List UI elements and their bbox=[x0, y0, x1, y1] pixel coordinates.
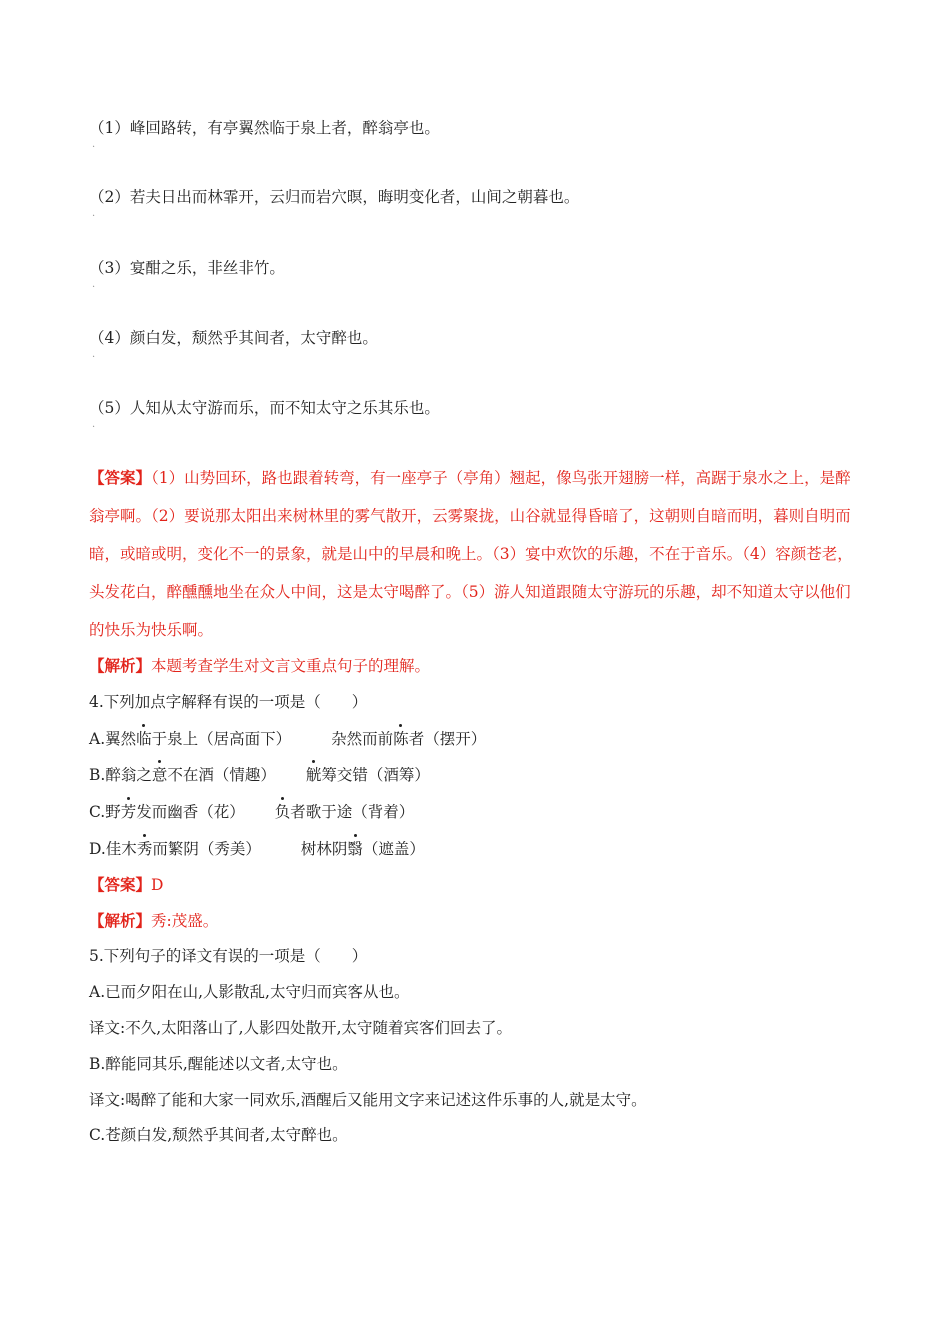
dotted-char: 觥 bbox=[305, 766, 322, 784]
option-text: （遮盖） bbox=[362, 840, 425, 858]
q5-stem: 5.下列句子的译文有误的一项是（ ） bbox=[89, 947, 368, 965]
dotted-char: 意 bbox=[151, 766, 168, 784]
dotted-char: 临 bbox=[136, 730, 152, 748]
q5-line: A.已而夕阳在山,人影散乱,太守归而宾客从也。 bbox=[89, 983, 410, 1001]
q5-line: B.醉能同其乐,醒能述以文者,太守也。 bbox=[89, 1055, 348, 1073]
paragraph-mark: · bbox=[92, 282, 96, 293]
q3-analysis bbox=[89, 655, 430, 677]
q4-stem: 4.下列加点字解释有误的一项是（ ） bbox=[89, 693, 368, 711]
option-text: 发而幽香（花） bbox=[136, 803, 245, 821]
option-text: 于泉上（居高面下） bbox=[151, 730, 292, 748]
q4-option-b bbox=[89, 764, 430, 786]
answer-text: （1）山势回环，路也跟着转弯，有一座亭子（亭角）翘起，像鸟张开翅膀一样，高踞于泉水之上，是醉翁亭啊。（2）要说那太阳出来树林里的雾气散开，云雾聚拢，山谷就显得昏暗了，这朝则自暗而明，暮则自明而暗，或暗或明，变化不一的景象，就是山中的早晨和晚上。（3）宴中欢饮的乐趣，不在于音乐。（4）容颜苍老，头发花白，醉醺醺地坐在众人中间，这是太守喝醉了。（5）游人知道跟随太守游玩的乐趣，却不知道太守以他们的快乐为快乐啊。 bbox=[89, 469, 853, 639]
q4-option-a bbox=[89, 728, 486, 750]
option-text: 树林阴 bbox=[300, 840, 348, 858]
analysis-text: 本题考查学生对文言文重点句子的理解。 bbox=[151, 657, 431, 675]
answer-value: D bbox=[151, 876, 164, 894]
option-text: A.翼然 bbox=[89, 730, 137, 748]
sentence-4: （4）颜白发，颓然乎其间者，太守醉也。 bbox=[89, 329, 378, 347]
q4-option-c bbox=[89, 801, 414, 823]
analysis-tag: 【解析】 bbox=[89, 911, 152, 930]
q4-option-d bbox=[89, 838, 425, 860]
option-text: 杂然而前 bbox=[331, 730, 394, 748]
option-text: D.佳木 bbox=[89, 840, 137, 858]
option-text: 者（摆开） bbox=[408, 730, 487, 748]
option-text: 而繁阴（秀美） bbox=[152, 840, 261, 858]
sentence-3: （3）宴酣之乐，非丝非竹。 bbox=[89, 259, 285, 277]
dotted-char: 翳 bbox=[347, 840, 363, 858]
dotted-char: 芳 bbox=[120, 803, 137, 821]
sentence-5: （5）人知从太守游而乐，而不知太守之乐其乐也。 bbox=[89, 399, 440, 417]
q5-line: 译文:喝醉了能和大家一同欢乐,酒醒后又能用文字来记述这件乐事的人,就是太守。 bbox=[89, 1091, 647, 1109]
dotted-char: 负 bbox=[274, 803, 291, 821]
q4-analysis bbox=[89, 910, 218, 932]
sentence-2: （2）若夫日出而林霏开，云归而岩穴暝，晦明变化者，山间之朝暮也。 bbox=[89, 188, 580, 206]
analysis-tag: 【解析】 bbox=[89, 656, 152, 675]
q5-line: C.苍颜白发,颓然乎其间者,太守醉也。 bbox=[89, 1126, 348, 1144]
paragraph-mark: · bbox=[92, 352, 96, 363]
q3-answer bbox=[89, 459, 864, 649]
sentence-1: （1）峰回路转，有亭翼然临于泉上者，醉翁亭也。 bbox=[89, 119, 440, 137]
option-text: 不在酒（情趣） bbox=[167, 766, 276, 784]
paragraph-mark: · bbox=[92, 422, 96, 433]
answer-tag: 【答案】 bbox=[89, 875, 152, 894]
q4-answer bbox=[89, 874, 163, 896]
answer-tag: 【答案】 bbox=[89, 468, 152, 487]
q5-line: 译文:不久,太阳落山了,人影四处散开,太守随着宾客们回去了。 bbox=[89, 1019, 513, 1037]
dotted-char: 陈 bbox=[393, 730, 409, 748]
option-text: C.野 bbox=[89, 803, 121, 821]
paragraph-mark: · bbox=[92, 142, 96, 153]
option-text: 者歌于途（背着） bbox=[290, 803, 415, 821]
option-text: B.醉翁之 bbox=[89, 766, 152, 784]
dotted-char: 秀 bbox=[136, 840, 153, 858]
option-text: 筹交错（酒筹） bbox=[321, 766, 430, 784]
analysis-text: 秀:茂盛。 bbox=[151, 912, 219, 930]
paragraph-mark: · bbox=[92, 211, 96, 222]
